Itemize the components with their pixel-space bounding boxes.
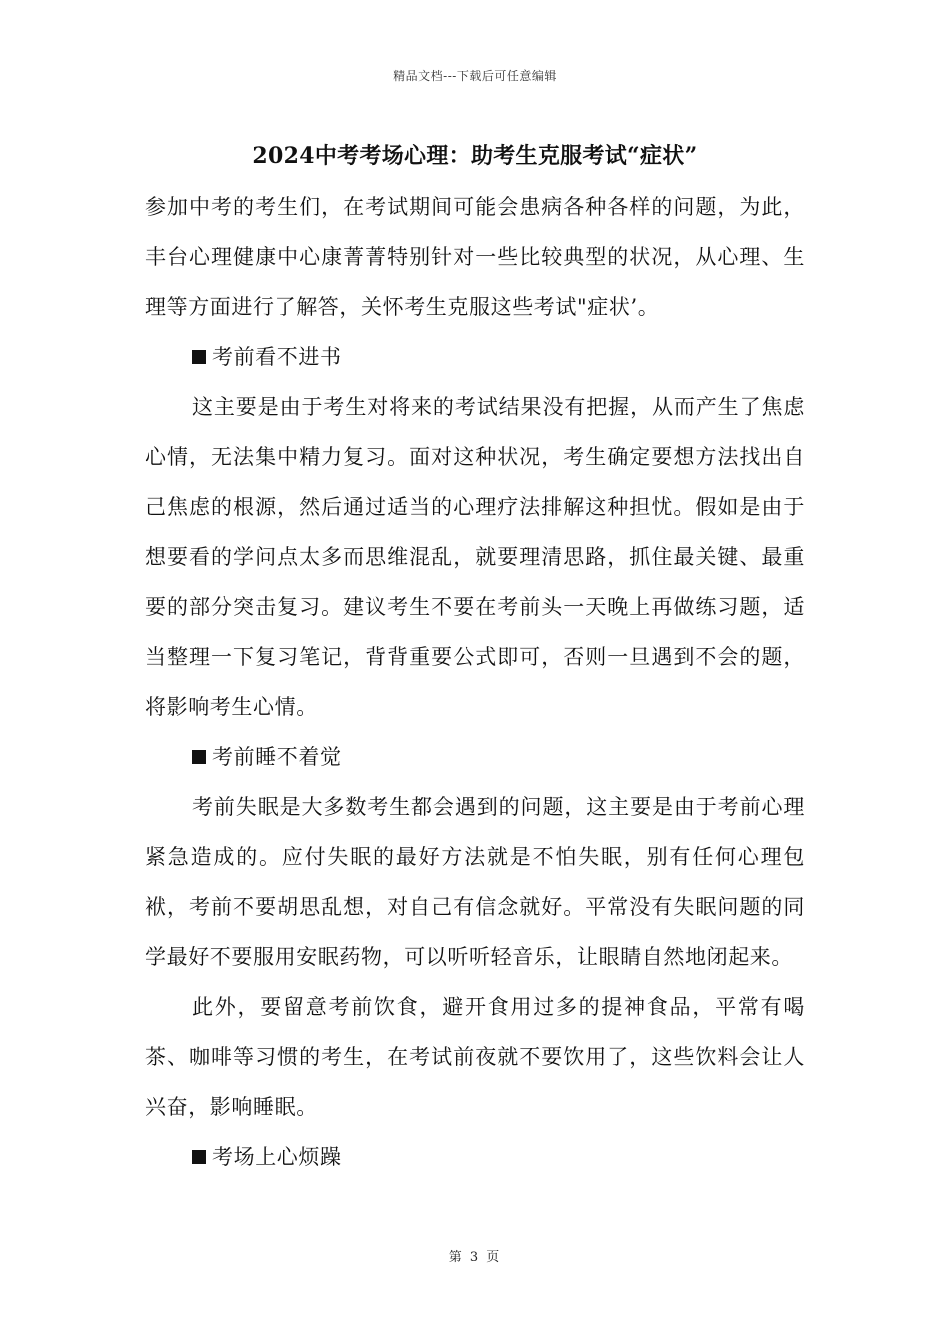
section-heading-text: 考场上心烦躁 <box>212 1145 342 1169</box>
section-heading <box>145 332 805 382</box>
page-number: 第 3 页 <box>448 1250 502 1265</box>
section-heading-text: 考前睡不着觉 <box>212 745 342 769</box>
body-paragraph: 此外，要留意考前饮食，避开食用过多的提神食品，平常有喝茶、咖啡等习惯的考生，在考试前夜就不要饮用了，这些饮料会让人兴奋，影响睡眠。 <box>145 995 805 1119</box>
square-bullet-icon <box>192 350 206 364</box>
page-header: 精品文档---下载后可任意编辑 <box>393 69 557 83</box>
section-heading-text: 考前看不进书 <box>212 345 342 369</box>
square-bullet-icon <box>192 750 206 764</box>
section-heading <box>145 1132 805 1182</box>
intro-paragraph: 参加中考的考生们，在考试期间可能会患病各种各样的问题，为此，丰台心理健康中心康菁菁特别针对一些比较典型的状况，从心理、生理等方面进行了解答，关怀考生克服这些考试"症状’。 <box>145 195 805 319</box>
document-body <box>145 182 805 1182</box>
square-bullet-icon <box>192 1150 206 1164</box>
document-title: 2024中考考场心理：助考生克服考试“症状” <box>252 143 698 169</box>
body-paragraph: 考前失眠是大多数考生都会遇到的问题，这主要是由于考前心理紧急造成的。应付失眠的最好方法就是不怕失眠，别有任何心理包袱，考前不要胡思乱想，对自己有信念就好。平常没有失眠问题的同学最好不要服用安眠药物，可以听听轻音乐，让眼睛自然地闭起来。 <box>145 795 805 969</box>
body-paragraph: 这主要是由于考生对将来的考试结果没有把握，从而产生了焦虑心情，无法集中精力复习。面对这种状况，考生确定要想方法找出自己焦虑的根源，然后通过适当的心理疗法排解这种担忧。假如是由于想要看的学问点太多而思维混乱，就要理清思路，抓住最关键、最重要的部分突击复习。建议考生不要在考前头一天晚上再做练习题，适当整理一下复习笔记，背背重要公式即可，否则一旦遇到不会的题，将影响考生心情。 <box>145 395 805 719</box>
section-heading <box>145 732 805 782</box>
